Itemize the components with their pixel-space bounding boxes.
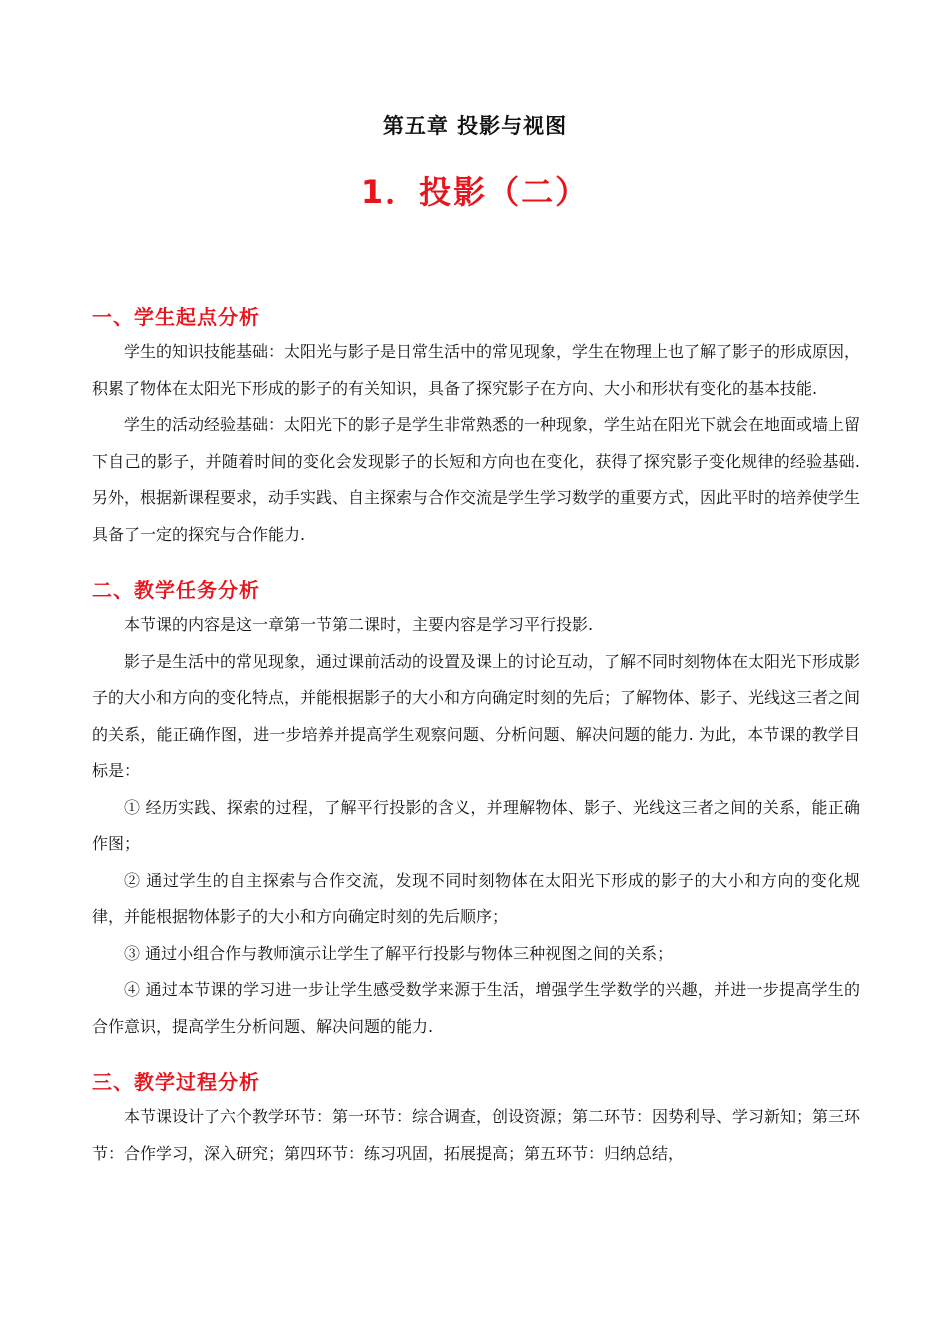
paragraph: 学生的知识技能基础：太阳光与影子是日常生活中的常见现象，学生在物理上也了解了影子的形成原因，积累了物体在太阳光下形成的影子的有关知识，具备了探究影子在方向、大小和形状有变化的基本技能. (92, 342, 861, 398)
section-gap (92, 553, 860, 573)
chapter-title: 第五章 投影与视图 (382, 114, 568, 138)
section-student-analysis (92, 300, 860, 553)
section-task-analysis (92, 573, 860, 1045)
objective-item: ③ 通过小组合作与教师演示让学生了解平行投影与物体三种视图之间的关系； (124, 943, 674, 963)
section-heading: 二、教学任务分析 (92, 578, 260, 602)
section-heading: 三、教学过程分析 (92, 1070, 260, 1094)
paragraph: 本节课设计了六个教学环节：第一环节：综合调查，创设资源；第二环节：因势利导、学习新知；第三环节：合作学习，深入研究；第四环节：练习巩固，拓展提高；第五环节：归纳总结， (92, 1107, 861, 1163)
paragraph: 学生的活动经验基础：太阳光下的影子是学生非常熟悉的一种现象，学生站在阳光下就会在地面或墙上留下自己的影子，并随着时间的变化会发现影子的长短和方向也在变化，获得了探究影子变化规律的经验基础. 另外，根据新课程要求，动手实践、自主探索与合作交流是学生学习数学的重要方式，因此平时的培养使学生具备了一定的探究与合作能力. (92, 415, 861, 544)
objective-item: ① 经历实践、探索的过程，了解平行投影的含义，并理解物体、影子、光线这三者之间的关系，能正确作图； (92, 797, 860, 853)
lesson-title: 1．投影（二） (360, 173, 590, 211)
document-body (92, 300, 860, 1172)
section-gap (92, 1045, 860, 1065)
section-heading: 一、学生起点分析 (92, 305, 260, 329)
objective-item: ② 通过学生的自主探索与合作交流，发现不同时刻物体在太阳光下形成的影子的大小和方向的变化规律，并能根据物体影子的大小和方向确定时刻的先后顺序； (92, 870, 860, 926)
paragraph: 影子是生活中的常见现象，通过课前活动的设置及课上的讨论互动，了解不同时刻物体在太阳光下形成影子的大小和方向的变化特点，并能根据影子的大小和方向确定时刻的先后；了解物体、影子、光线这三者之间的关系，能正确作图，进一步培养并提高学生观察问题、分析问题、解决问题的能力. 为此，本节课的教学目标是： (92, 651, 861, 780)
objective-item: ④ 通过本节课的学习进一步让学生感受数学来源于生活，增强学生学数学的兴趣，并进一步提高学生的合作意识，提高学生分析问题、解决问题的能力. (92, 980, 860, 1036)
section-process-analysis (92, 1065, 860, 1172)
paragraph: 本节课的内容是这一章第一节第二课时，主要内容是学习平行投影. (124, 615, 594, 634)
